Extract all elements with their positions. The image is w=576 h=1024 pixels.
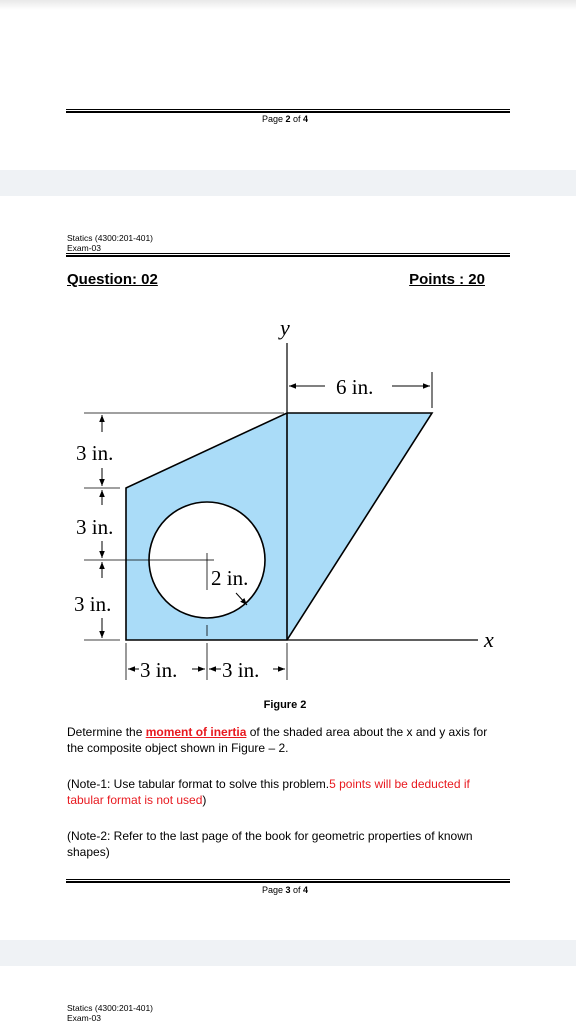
dim-bottom-label-2: 3 in. [222, 658, 260, 682]
page-gap [0, 940, 576, 966]
course-title: Statics (4300:201-401) [67, 233, 153, 243]
page-number-label: Page 3 of 4 [261, 885, 309, 895]
y-axis-label: y [280, 315, 290, 340]
page-divider [66, 879, 510, 883]
radius-label: 2 in. [211, 566, 249, 590]
dim-left-label-3: 3 in. [74, 592, 112, 616]
header-divider [66, 253, 510, 257]
page-number-label: Page 2 of 4 [261, 114, 309, 124]
note-2: (Note-2: Refer to the last page of the book for geometric properties of known shapes) [67, 829, 473, 859]
question-label: Question: 02 [67, 271, 158, 288]
problem-statement: Determine the moment of inertia of the shaded area about the x and y axis for the composite object shown in Figure – 2. [67, 725, 488, 755]
points-label: Points : 20 [409, 271, 485, 288]
exam-label: Exam-03 [67, 243, 102, 253]
course-title: Statics (4300:201-401) [67, 1003, 153, 1013]
top-shadow [0, 0, 576, 10]
dim-top-label: 6 in. [336, 375, 374, 399]
page-gap [0, 170, 576, 196]
figure-caption: Figure 2 [263, 699, 307, 711]
course-header [67, 233, 153, 253]
note-1-warning: 5 points will be deducted if tabular format is not used [67, 777, 470, 807]
course-header [67, 1003, 153, 1023]
question-heading [67, 271, 485, 288]
dim-left-label-1: 3 in. [76, 441, 114, 465]
moment-of-inertia-link[interactable]: moment of inertia [145, 725, 247, 739]
composite-area-figure [0, 300, 576, 700]
note-1: (Note-1: Use tabular format to solve this problem.5 points will be deducted if tabular format is not used) [67, 777, 470, 807]
exam-label: Exam-03 [67, 1013, 102, 1023]
page-divider [66, 109, 510, 113]
dim-left-label-2: 3 in. [76, 515, 114, 539]
dim-bottom-label-1: 3 in. [140, 658, 178, 682]
x-axis-label: x [484, 627, 494, 652]
